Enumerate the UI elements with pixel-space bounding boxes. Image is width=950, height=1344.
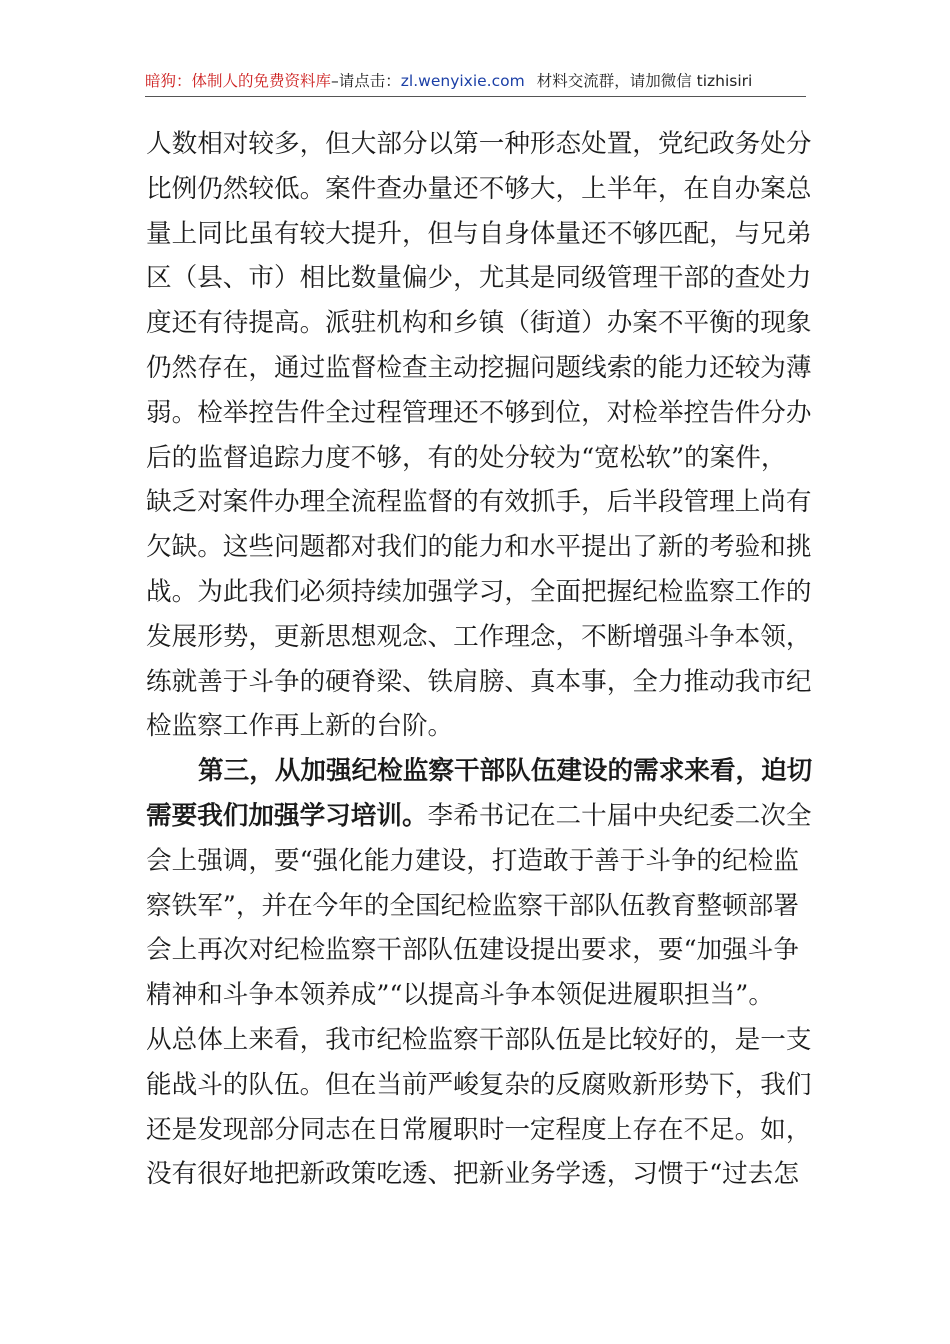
paragraph-line: 从总体上来看，我市纪检监察干部队伍是比较好的，是一支: [146, 1024, 812, 1055]
paragraph-line: 比例仍然较低。案件查办量还不够大，上半年，在自办案总: [146, 173, 812, 204]
page-header: [145, 66, 805, 96]
paragraph-line: 量上同比虽有较大提升，但与自身体量还不够匹配，与兄弟: [146, 218, 812, 249]
paragraph-line: 练就善于斗争的硬脊梁、铁肩膀、真本事，全力推动我市纪: [146, 666, 812, 697]
paragraph-line: 会上再次对纪检监察干部队伍建设提出要求，要“加强斗争: [146, 935, 799, 966]
paragraph-line: 能战斗的队伍。但在当前严峻复杂的反腐败新形势下，我们: [146, 1069, 812, 1100]
header-site-name: 暗狗：体制人的免费资料库: [145, 72, 332, 90]
paragraph-line: 区（县、市）相比数量偏少，尤其是同级管理干部的查处力: [146, 263, 812, 294]
paragraph-line: 度还有待提高。派驻机构和乡镇（街道）办案不平衡的现象: [146, 308, 812, 339]
section-heading-end: 需要我们加强学习培训。: [146, 800, 428, 831]
paragraph-line: 没有很好地把新政策吃透、把新业务学透，习惯于“过去怎: [146, 1159, 799, 1190]
header-click-prompt: –请点击：: [331, 72, 401, 90]
paragraph-line: 还是发现部分同志在日常履职时一定程度上存在不足。如，: [146, 1114, 812, 1145]
paragraph-line: 欠缺。这些问题都对我们的能力和水平提出了新的考验和挑: [146, 532, 812, 563]
paragraph-2: [146, 749, 813, 1197]
paragraph-1: [146, 122, 812, 749]
document-body: [146, 122, 813, 1197]
paragraph-line: 弱。检举控告件全过程管理还不够到位，对检举控告件分办: [146, 397, 812, 428]
paragraph-line: 发展形势，更新思想观念、工作理念，不断增强斗争本领，: [146, 621, 812, 652]
paragraph-line: 人数相对较多，但大部分以第一种形态处置，党纪政务处分: [146, 129, 812, 159]
paragraph-line-rest: 李希书记在二十届中央纪委二次全: [427, 800, 812, 831]
paragraph-line: 后的监督追踪力度不够，有的处分较为“宽松软”的案件，: [146, 442, 787, 473]
header-url-link[interactable]: zl.wenyixie.com: [400, 72, 525, 90]
section-heading-line: 第三，从加强纪检监察干部队伍建设的需求来看，迫切: [198, 756, 813, 787]
paragraph-line: 仍然存在，通过监督检查主动挖掘问题线索的能力还较为薄: [146, 352, 812, 383]
paragraph-line: 检监察工作再上新的台阶。: [146, 711, 454, 742]
paragraph-line: 会上强调，要“强化能力建设，打造敢于善于斗争的纪检监: [146, 845, 799, 876]
header-wechat-note: 材料交流群，请加微信 tizhisiri: [536, 72, 753, 90]
paragraph-line: 察铁军”，并在今年的全国纪检监察干部队伍教育整顿部署: [146, 890, 799, 921]
paragraph-line: 缺乏对案件办理全流程监督的有效抓手，后半段管理上尚有: [146, 487, 812, 518]
paragraph-line: [146, 794, 812, 839]
paragraph-line: 精神和斗争本领养成”“以提高斗争本领促进履职担当”。: [146, 980, 774, 1011]
paragraph-line: 战。为此我们必须持续加强学习，全面把握纪检监察工作的: [146, 576, 812, 607]
header-divider: [145, 96, 806, 97]
